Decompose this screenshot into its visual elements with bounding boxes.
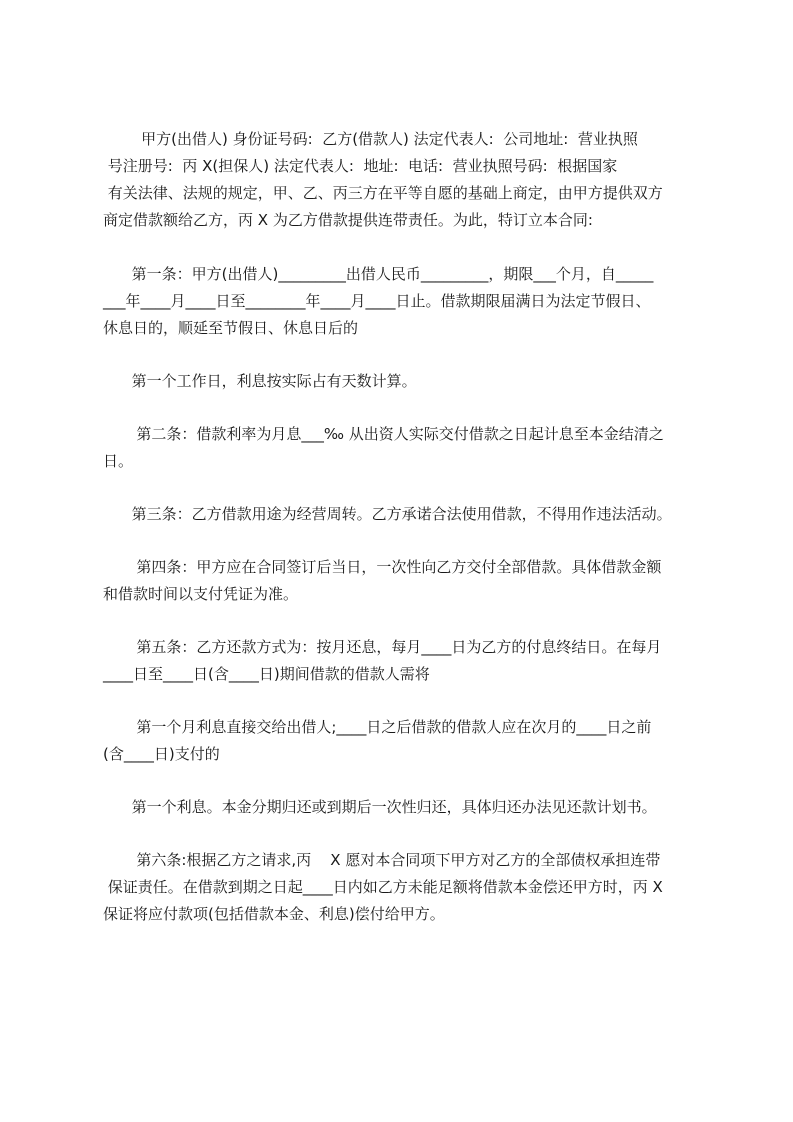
text-line: 第四条：甲方应在合同签订后当日，一次性向乙方交付全部借款。具体借款金额 xyxy=(103,558,662,576)
text-line: 休息日的，顺延至节假日、休息日后的 xyxy=(103,319,359,337)
preamble-paragraph xyxy=(103,126,723,234)
article-3-paragraph xyxy=(103,501,723,528)
text-line: 保证将应付款项(包括借款本金、利息)偿付给甲方。 xyxy=(103,905,445,923)
text-line: ____日至____日(含____日)期间借款的借款人需将 xyxy=(103,665,430,683)
text-line: 有关法律、法规的规定，甲、乙、丙三方在平等自愿的基础上商定，由甲方提供双方 xyxy=(103,184,663,202)
text-line: 商定借款额给乙方，丙 X 为乙方借款提供连带责任。为此，特订立本合同: xyxy=(103,211,593,229)
article-5-paragraph xyxy=(103,634,723,688)
text-line: 和借款时间以支付凭证为准。 xyxy=(103,585,299,603)
article-2-paragraph xyxy=(103,421,723,475)
text-line: 第三条：乙方借款用途为经营周转。乙方承诺合法使用借款，不得用作违法活动。 xyxy=(103,505,672,523)
text-line: ___年____月____日至________年____月____日止。借款期限届满日为法定节假日、 xyxy=(103,292,651,310)
article-6-paragraph xyxy=(103,847,723,928)
article-1-continuation xyxy=(103,368,723,395)
text-line: 第一个利息。本金分期归还或到期后一次性归还，具体归还办法见还款计划书。 xyxy=(103,798,657,816)
article-4-paragraph xyxy=(103,554,723,608)
article-5-continuation-2 xyxy=(103,794,723,821)
text-line: 第一个工作日，利息按实际占有天数计算。 xyxy=(103,372,417,390)
text-line: 号注册号: 丙 X(担保人) 法定代表人: 地址: 电话: 营业执照号码: 根据国家 xyxy=(103,157,618,175)
text-line: 第一个月利息直接交给出借人;____日之后借款的借款人应在次月的____日之前 xyxy=(103,718,652,736)
text-line: 第二条：借款利率为月息___‰ 从出资人实际交付借款之日起计息至本金结清之 xyxy=(103,425,664,443)
article-5-continuation-1 xyxy=(103,714,723,768)
article-1-paragraph xyxy=(103,261,723,342)
text-line: 第五条：乙方还款方式为：按月还息，每月____日为乙方的付息终结日。在每月 xyxy=(103,638,662,656)
text-line: (含____日)支付的 xyxy=(103,745,220,763)
text-line: 甲方(出借人) 身份证号码: 乙方(借款人) 法定代表人: 公司地址: 营业执照 xyxy=(103,130,638,148)
text-line: 第六条:根据乙方之请求,丙 X 愿对本合同项下甲方对乙方的全部债权承担连带 xyxy=(103,851,661,869)
text-line: 日。 xyxy=(103,452,134,470)
text-line: 第一条：甲方(出借人)_________出借人民币_________，期限___个月，自_____ xyxy=(103,265,654,283)
text-line: 保证责任。在借款到期之日起____日内如乙方未能足额将借款本金偿还甲方时，丙 X xyxy=(103,878,663,896)
